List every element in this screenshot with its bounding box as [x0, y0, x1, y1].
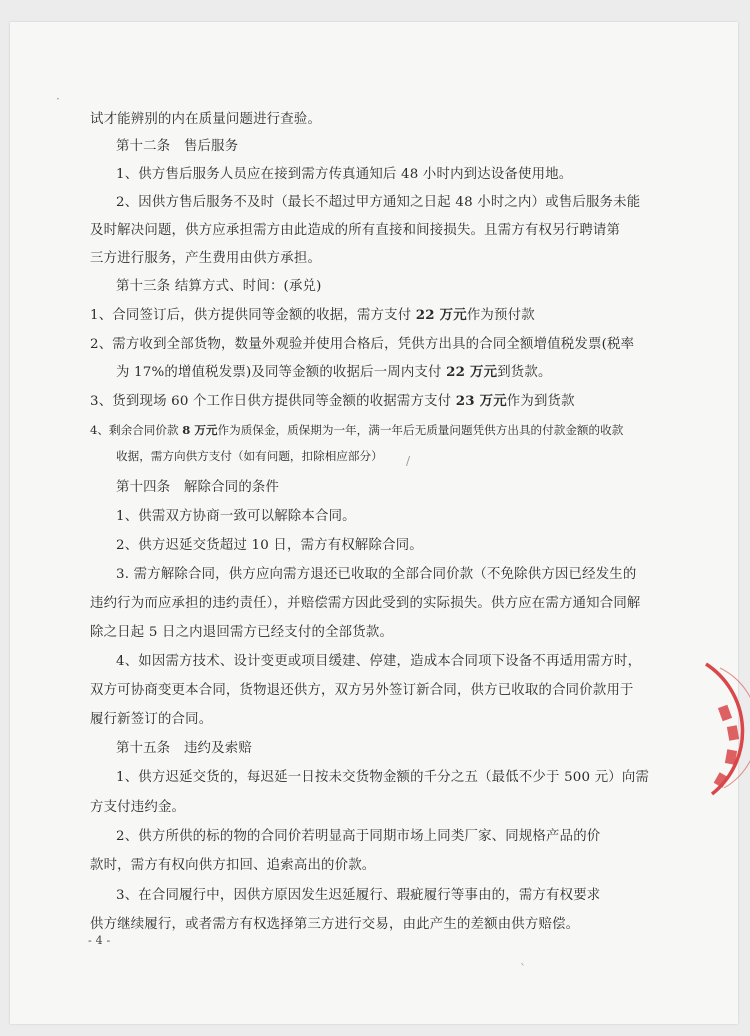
text-line: 3. 需方解除合同，供方应向需方退还已收取的全部合同价款（不免除供方因已经发生的 — [116, 567, 637, 582]
payment-item-3 — [90, 390, 575, 409]
text-line: 2、供方所供的标的物的合同价若明显高于同期市场上同类厂家、同规格产品的价 — [116, 829, 601, 844]
scan-speck: ` — [520, 962, 526, 976]
red-seal-stamp — [698, 654, 750, 804]
document-page — [10, 22, 738, 1024]
amount-bold: 22 万元 — [415, 307, 467, 323]
text-line: 1、供方售后服务人员应在接到需方传真通知后 48 小时内到达设备使用地。 — [116, 167, 573, 182]
text-span: 3、货到现场 60 个工作日供方提供同等金额的收据需方支付 — [90, 394, 456, 409]
text-line: 款时，需方有权向供方扣回、追索高出的价款。 — [90, 858, 376, 873]
text-span: 到货款。 — [497, 365, 552, 380]
payment-item-4 — [90, 422, 623, 438]
text-line: 违约行为而应承担的违约责任），并赔偿需方因此受到的实际损失。供方应在需方通知合同解 — [90, 596, 641, 611]
text-span: 作为预付款 — [466, 308, 535, 323]
text-line: 1、供方迟延交货的，每迟延一日按未交货物金额的千分之五（最低不少于 500 元）向需 — [116, 770, 650, 785]
amount-bold: 23 万元 — [455, 393, 507, 409]
text-span: 为 17%的增值税发票)及同等金额的收据后一周内支付 — [116, 365, 447, 380]
seal-characters — [714, 705, 739, 788]
amount-bold: 22 万元 — [446, 364, 498, 380]
text-line: 2、因供方售后服务不及时（最长不超过甲方通知之日起 48 小时之内）或售后服务未能 — [116, 195, 641, 210]
text-line: 试才能辨别的内在质量问题进行查验。 — [90, 112, 322, 127]
text-line: 4、如因需方技术、设计变更或项目缓建、停建，造成本合同项下设备不再适用需方时， — [116, 654, 642, 669]
payment-item-1 — [90, 304, 535, 323]
text-line: 履行新签订的合同。 — [90, 712, 213, 727]
text-span: 作为质保金，质保期为一年，满一年后无质量问题凭供方出具的付款金额的收款 — [217, 423, 624, 437]
text-span: 4、剩余合同价款 — [90, 423, 183, 437]
section-heading-12: 第十二条 售后服务 — [116, 139, 239, 154]
text-line: 三方进行服务，产生费用由供方承担。 — [90, 251, 322, 266]
text-line: 双方可协商变更本合同，货物退还供方，双方另外签订新合同，供方已收取的合同价款用于 — [90, 683, 634, 698]
text-span: 1、合同签订后，供方提供同等金额的收据，需方支付 — [90, 308, 416, 323]
amount-bold: 8 万元 — [182, 423, 218, 437]
text-span: 作为到货款 — [506, 394, 575, 409]
page-number: - 4 - — [88, 934, 111, 947]
text-line: 供方继续履行，或者需方有权选择第三方进行交易，由此产生的差额由供方赔偿。 — [90, 917, 580, 932]
payment-item-2-cont — [116, 361, 552, 380]
text-line: 除之日起 5 日之内退回需方已经支付的全部货款。 — [90, 625, 394, 640]
section-heading-14: 第十四条 解除合同的条件 — [116, 480, 280, 495]
scan-speck: / — [406, 454, 411, 468]
text-line: 方支付违约金。 — [90, 800, 186, 815]
scan-speck: · — [56, 92, 60, 106]
section-heading-15: 第十五条 违约及索赔 — [116, 741, 252, 756]
text-line: 3、在合同履行中，因供方原因发生迟延履行、瑕疵履行等事由的，需方有权要求 — [116, 888, 601, 903]
section-heading-13: 第十三条 结算方式、时间：(承兑) — [116, 279, 322, 294]
text-line: 及时解决问题，供方应承担需方由此造成的所有直接和间接损失。且需方有权另行聘请第 — [90, 223, 621, 238]
text-line: 1、供需双方协商一致可以解除本合同。 — [116, 509, 356, 524]
payment-item-4-cont: 收据，需方向供方支付（如有问题，扣除相应部分） — [116, 449, 383, 463]
payment-item-2: 2、需方收到全部货物，数量外观验并使用合格后，凭供方出具的合同全额增值税发票(税率 — [90, 337, 635, 352]
text-line: 2、供方迟延交货超过 10 日，需方有权解除合同。 — [116, 538, 423, 553]
